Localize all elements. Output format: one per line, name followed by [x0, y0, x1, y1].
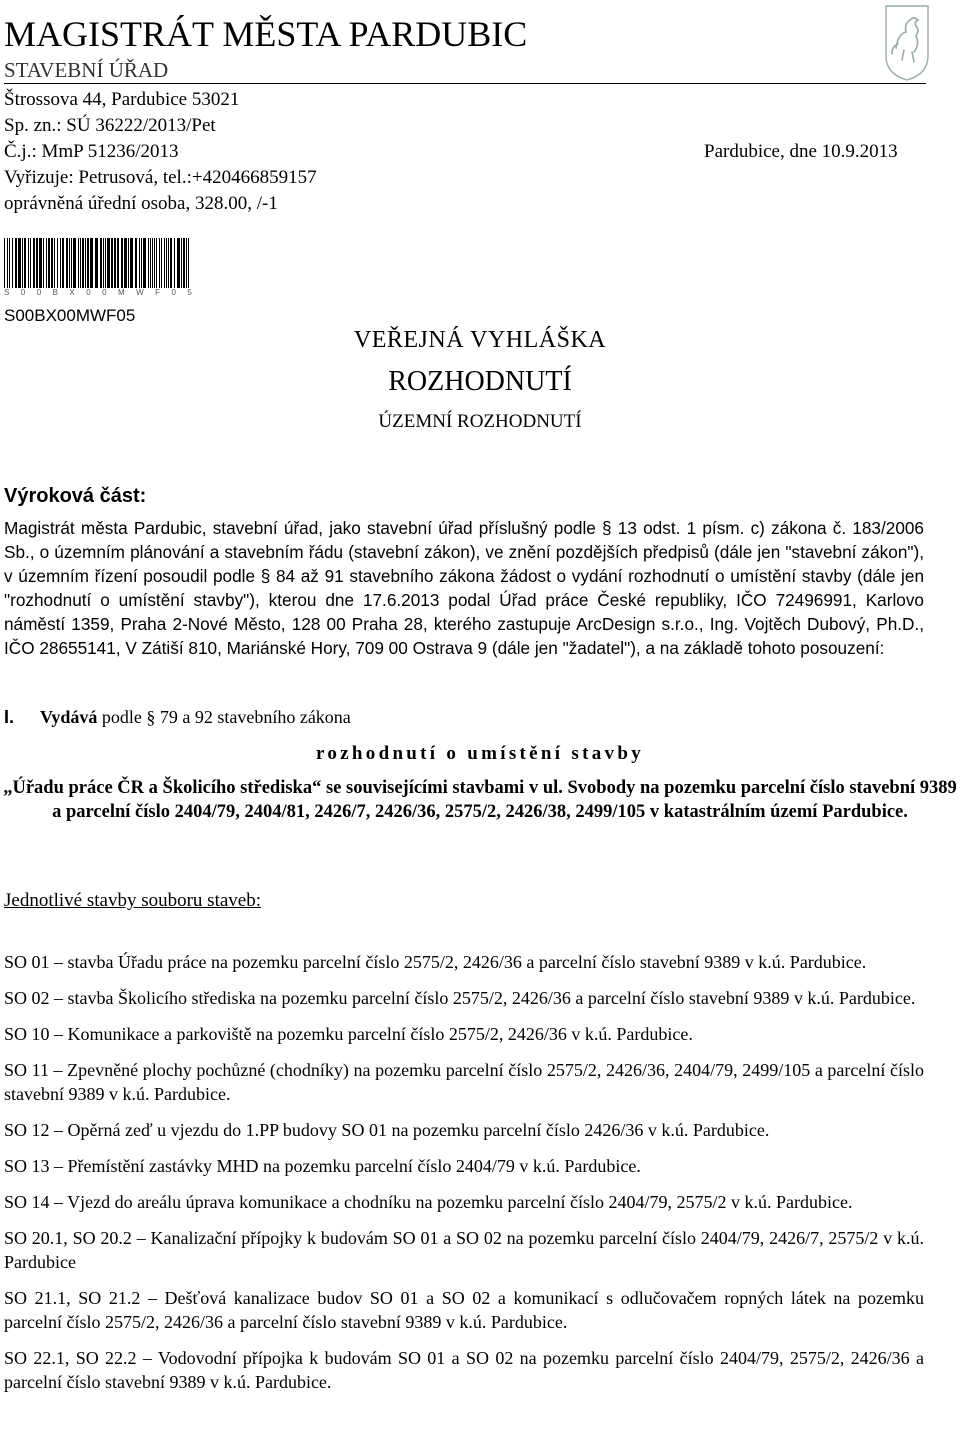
- barcode-digit: X: [69, 288, 75, 297]
- barcode-digit: 0: [171, 288, 176, 297]
- buildings-list-title: Jednotlivé stavby souboru staveb:: [4, 890, 261, 911]
- list-item: SO 20.1, SO 20.2 – Kanalizační přípojky k budovám SO 01 a SO 02 na pozemku parcelní číslo 2404/79, 2426/7, 2575/2 v k.ú. Pardubice: [4, 1228, 924, 1272]
- pardubice-crest-icon: [884, 4, 930, 82]
- barcode-code: S00BX00MWF05: [4, 306, 136, 325]
- address: Štrossova 44, Pardubice 53021: [4, 89, 240, 110]
- decision-spaced-title: rozhodnutí o umístění stavby: [315, 743, 644, 764]
- list-item: SO 11 – Zpevněné plochy pochůzné (chodníky) na pozemku parcelní číslo 2575/2, 2426/36, 2404/79, 2499/105 a parcelní číslo stavební 9389 v k.ú. Pardubice.: [4, 1060, 924, 1104]
- document-date: Pardubice, dne 10.9.2013: [704, 141, 898, 162]
- barcode-digit: 5: [187, 288, 192, 297]
- barcode-digit: 0: [20, 288, 26, 297]
- authority-title: MAGISTRÁT MĚSTA PARDUBIC: [4, 14, 528, 54]
- barcode-digits: [4, 288, 192, 297]
- office-name: STAVEBNÍ ÚŘAD: [4, 58, 169, 82]
- verdict-line: [4, 705, 924, 729]
- barcode-digit: S: [4, 288, 10, 297]
- barcode-digit: M: [118, 288, 125, 297]
- barcode-digit: B: [52, 288, 58, 297]
- barcode-icon: [4, 238, 192, 288]
- verdict-verb: Vydává: [40, 707, 98, 727]
- verdict-rest: podle § 79 a 92 stavebního zákona: [97, 707, 351, 727]
- list-item: SO 12 – Opěrná zeď u vjezdu do 1.PP budovy SO 01 na pozemku parcelní číslo 2426/36 v k.ú. Pardubice.: [4, 1120, 770, 1140]
- public-notice-heading: VEŘEJNÁ VYHLÁŠKA: [353, 327, 607, 353]
- list-item: SO 01 – stavba Úřadu práce na pozemku parcelní číslo 2575/2, 2426/36 a parcelní číslo stavební 9389 v k.ú. Pardubice.: [4, 952, 867, 972]
- header-rule: [4, 83, 926, 84]
- section-title: Výroková část:: [4, 485, 147, 507]
- barcode-digit: 0: [36, 288, 42, 297]
- barcode-digit: W: [136, 288, 144, 297]
- barcode-digit: 0: [86, 288, 91, 297]
- project-subject: „Úřadu práce ČR a Školicího střediska“ se souvisejícími stavbami v ul. Svobody na pozemku parcelní číslo stavební 9389 a parcelní číslo 2404/79, 2404/81, 2426/7, 2426/36, 2575/2, 2426/38, 2499/105 v katastrálním území Pardubice.: [3, 778, 957, 822]
- handled-by: Vyřizuje: Petrusová, tel.:+420466859157: [4, 167, 317, 188]
- barcode-digit: F: [155, 288, 161, 297]
- list-item: SO 13 – Přemístění zastávky MHD na pozemku parcelní číslo 2404/79 v k.ú. Pardubice.: [4, 1156, 641, 1176]
- list-item: SO 21.1, SO 21.2 – Dešťová kanalizace budov SO 01 a SO 02 a komunikací s odlučovačem ropných látek na pozemku parcelní číslo 2575/2, 2426/36 a parcelní číslo stavební 9389 v k.ú. Pardubice.: [4, 1288, 924, 1332]
- decision-subheading: ÚZEMNÍ ROZHODNUTÍ: [378, 411, 582, 432]
- file-number: Sp. zn.: SÚ 36222/2013/Pet: [4, 115, 216, 136]
- verdict-roman: I.: [4, 707, 15, 727]
- list-item: SO 02 – stavba Školicího střediska na pozemku parcelní číslo 2575/2, 2426/36 a parcelní číslo stavební 9389 v k.ú. Pardubice.: [4, 988, 916, 1008]
- list-item: SO 14 – Vjezd do areálu úprava komunikace a chodníku na pozemku parcelní číslo 2404/79, 2575/2 v k.ú. Pardubice.: [4, 1192, 853, 1212]
- buildings-list: [4, 950, 924, 1406]
- barcode-digit: 0: [102, 288, 107, 297]
- intro-paragraph: Magistrát města Pardubic, stavební úřad, jako stavební úřad příslušný podle § 13 odst. 1 písm. c) zákona č. 183/2006 Sb., o územním plánování a stavebním řádu (stavební zákon), ve znění pozdějších předpisů (dále jen "stavební zákon"), v územním řízení posoudil podle § 84 až 91 stavebního zákona žádost o vydání rozhodnutí o umístění stavby (dále jen "rozhodnutí o umístění stavby"), kterou dne 17.6.2013 podal Úřad práce České republiky, IČO 72496991, Karlovo náměstí 1359, Praha 2-Nové Město, 128 00 Praha 28, kterého zastupuje ArcDesign s.r.o., Ing. Vojtěch Dubový, Ph.D., IČO 28655141, V Zátiší 810, Mariánské Hory, 709 00 Ostrava 9 (dále jen "žadatel"), a na základě tohoto posouzení:: [4, 518, 924, 658]
- reference-number: Č.j.: MmP 51236/2013: [4, 141, 179, 162]
- authorized-official: oprávněná úřední osoba, 328.00, /-1: [4, 193, 278, 214]
- list-item: SO 10 – Komunikace a parkoviště na pozemku parcelní číslo 2575/2, 2426/36 v k.ú. Pardubice.: [4, 1024, 693, 1044]
- list-item: SO 22.1, SO 22.2 – Vodovodní přípojka k budovám SO 01 a SO 02 na pozemku parcelní číslo 2404/79, 2575/2, 2426/36 a parcelní číslo stavební 9389 v k.ú. Pardubice.: [4, 1348, 924, 1392]
- decision-heading: ROZHODNUTÍ: [388, 366, 572, 397]
